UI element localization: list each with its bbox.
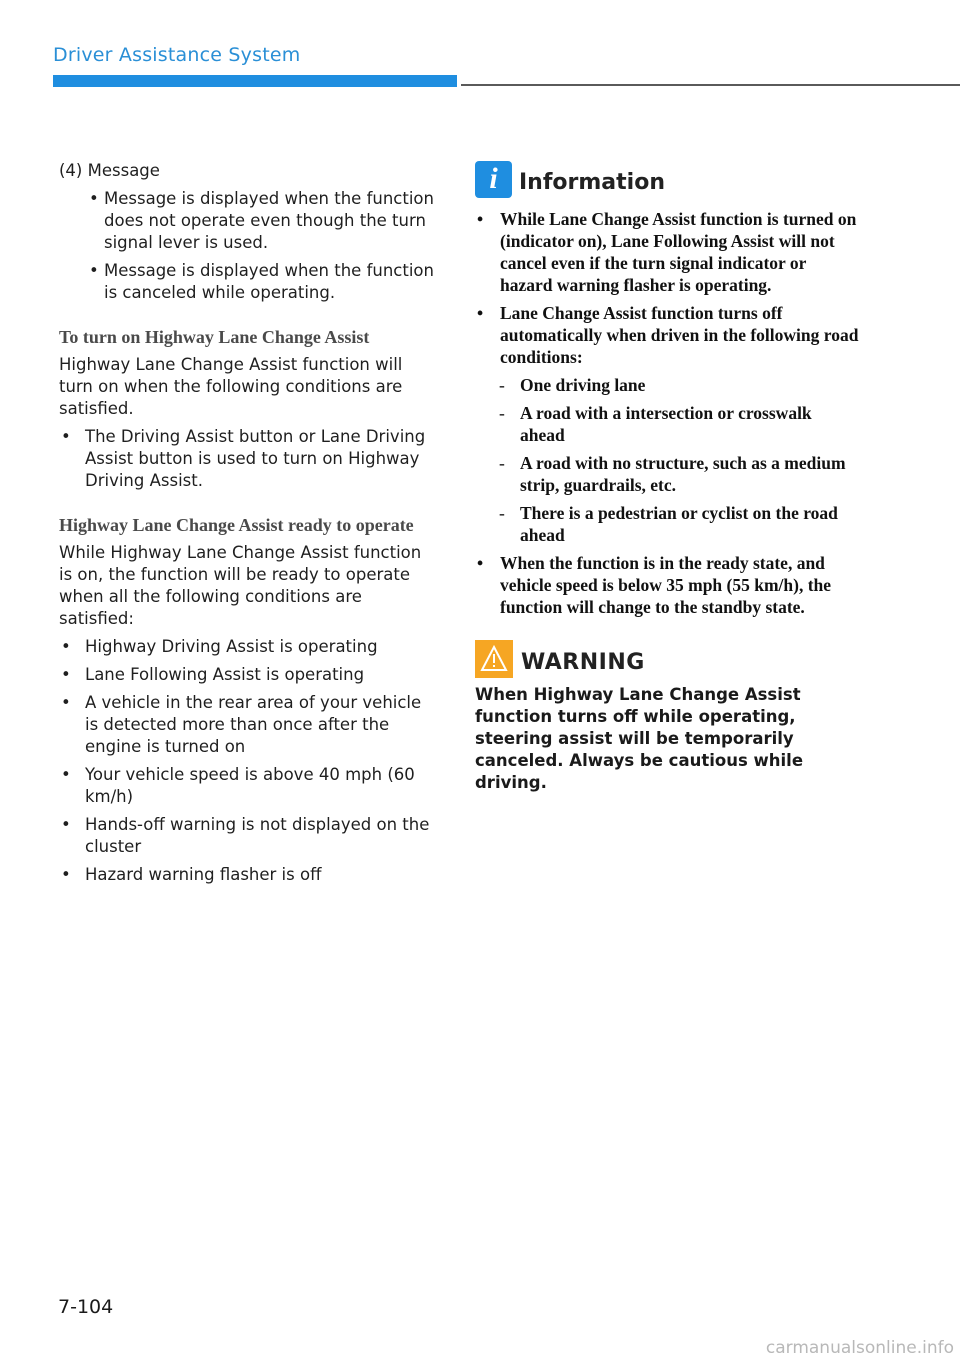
list-item: • Lane Change Assist function turns off automatically when driven in the following road conditions: [477,303,859,367]
turn-on-paragraph: Highway Lane Change Assist function will turn on when the following conditions are satisfied. [59,355,403,418]
header-divider [461,84,960,86]
sub-list-item: - There is a pedestrian or cyclist on the road ahead [499,503,838,545]
left-column [59,160,439,892]
info-icon: i [475,161,512,198]
turn-on-heading: To turn on Highway Lane Change Assist [59,327,370,347]
list-item: • Your vehicle speed is above 40 mph (60 km/h) [61,765,415,806]
list-item: • Highway Driving Assist is operating [61,637,378,656]
warning-title: WARNING [521,649,645,675]
watermark: carmanualsonline.info [765,1338,954,1358]
warning-triangle-icon [475,640,513,678]
list-item: • The Driving Assist button or Lane Driving Assist button is used to turn on Highway Driving Assist. [61,427,426,490]
header-accent-bar [53,75,457,87]
sub-list-item: - One driving lane [499,375,646,395]
list-item: • Lane Following Assist is operating [61,665,365,684]
list-item: • Message is displayed when the function is canceled while operating. [89,261,434,302]
list-item: • While Lane Change Assist function is turned on (indicator on), Lane Following Assist will not cancel even if the turn signal indicator or hazard warning flasher is operating. [477,209,857,295]
sub-list-item: - A road with no structure, such as a medium strip, guardrails, etc. [499,453,846,495]
ready-heading: Highway Lane Change Assist ready to operate [59,515,414,535]
list-item: • A vehicle in the rear area of your vehicle is detected more than once after the engine is turned on [61,693,422,756]
section-title: Driver Assistance System [53,44,301,66]
warning-header [475,640,860,678]
list-item: • Hazard warning flasher is off [61,865,322,884]
information-title: Information [519,169,665,195]
message-heading: (4) Message [59,161,160,180]
information-header [475,160,860,198]
warning-text: When Highway Lane Change Assist function turns off while operating, steering assist will be temporarily canceled. Always be cautious while driving. [475,685,804,792]
ready-paragraph: While Highway Lane Change Assist function is on, the function will be ready to operate when all the following conditions are satisfied: [59,543,422,628]
right-column [475,160,860,794]
list-item: • When the function is in the ready state, and vehicle speed is below 35 mph (55 km/h), the function will change to the standby state. [477,553,832,617]
list-item: • Hands-off warning is not displayed on the cluster [61,815,430,856]
page-number: 7-104 [58,1296,114,1318]
sub-list-item: - A road with a intersection or crosswalk ahead [499,403,812,445]
list-item: • Message is displayed when the function does not operate even though the turn signal lever is used. [89,189,434,252]
